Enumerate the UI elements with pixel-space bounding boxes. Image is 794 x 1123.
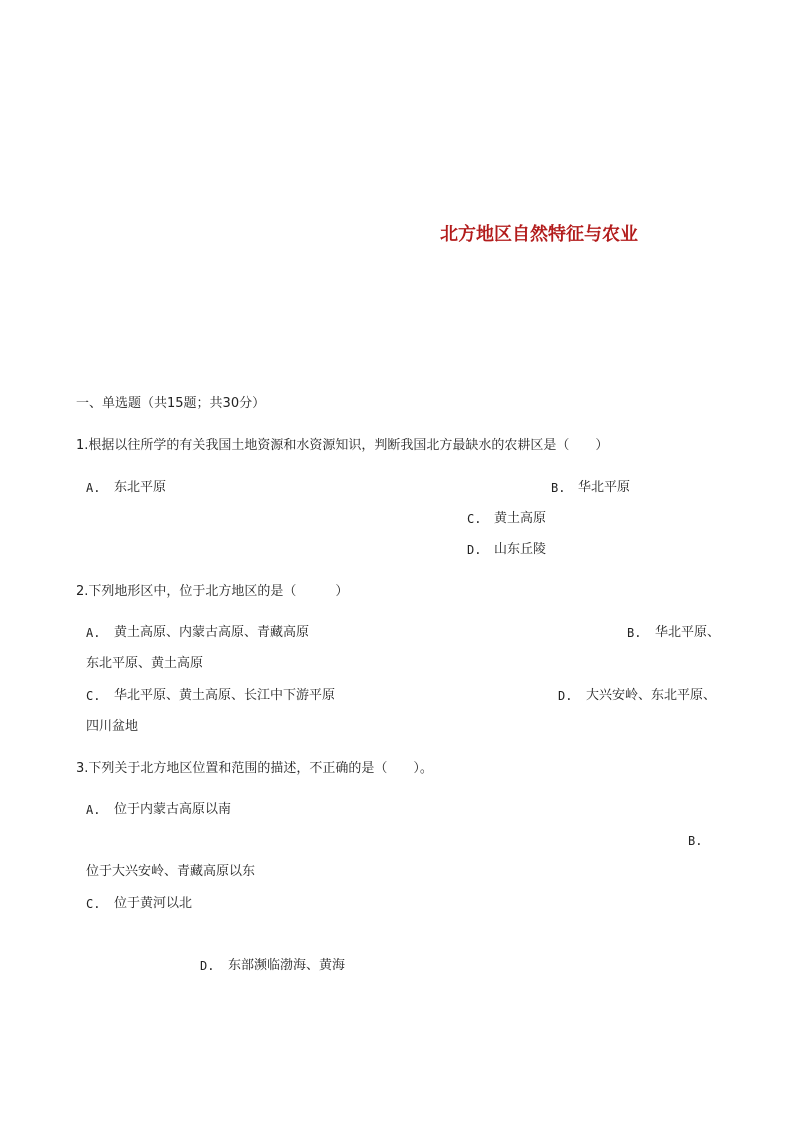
q3-option-b-text[interactable]: 位于大兴安岭、青藏高原以东: [86, 864, 256, 879]
q2-option-b-label: B.: [627, 626, 642, 640]
q2-option-d-label: D.: [558, 689, 573, 703]
question-2-stem: 2.下列地形区中，位于北方地区的是（ ）: [76, 584, 349, 599]
q2-option-b-text[interactable]: 华北平原、: [655, 625, 721, 640]
question-1-stem: 1.根据以往所学的有关我国土地资源和水资源知识，判断我国北方最缺水的农耕区是（ ）: [76, 438, 609, 453]
q1-option-a-text[interactable]: 东北平原: [114, 480, 167, 495]
q1-option-d-text[interactable]: 山东丘陵: [494, 542, 547, 557]
q3-option-a-text[interactable]: 位于内蒙古高原以南: [114, 802, 232, 817]
q3-option-c-label: C.: [86, 897, 101, 911]
q2-option-b-text-cont[interactable]: 东北平原、黄土高原: [86, 656, 204, 671]
section-heading: 一、单选题（共15题；共30分）: [76, 396, 266, 411]
q2-option-d-text-cont[interactable]: 四川盆地: [86, 719, 139, 734]
q2-option-a-text[interactable]: 黄土高原、内蒙古高原、青藏高原: [114, 625, 310, 640]
q1-option-c-label: C.: [467, 512, 482, 526]
q2-option-c-label: C.: [86, 689, 101, 703]
q1-option-c-text[interactable]: 黄土高原: [494, 511, 547, 526]
q1-option-d-label: D.: [467, 543, 482, 557]
q3-option-a-label: A.: [86, 803, 101, 817]
q3-option-d-label: D.: [200, 959, 215, 973]
document-title: 北方地区自然特征与农业: [440, 224, 638, 245]
q2-option-c-text[interactable]: 华北平原、黄土高原、长江中下游平原: [114, 688, 336, 703]
question-3-stem: 3.下列关于北方地区位置和范围的描述，不正确的是（ ）。: [76, 761, 433, 776]
q1-option-a-label: A.: [86, 481, 101, 495]
q3-option-c-text[interactable]: 位于黄河以北: [114, 896, 193, 911]
q2-option-d-text[interactable]: 大兴安岭、东北平原、: [586, 688, 717, 703]
q3-option-b-label: B.: [688, 834, 703, 848]
q3-option-d-text[interactable]: 东部濒临渤海、黄海: [228, 958, 346, 973]
q1-option-b-text[interactable]: 华北平原: [578, 480, 631, 495]
q1-option-b-label: B.: [551, 481, 566, 495]
q2-option-a-label: A.: [86, 626, 101, 640]
